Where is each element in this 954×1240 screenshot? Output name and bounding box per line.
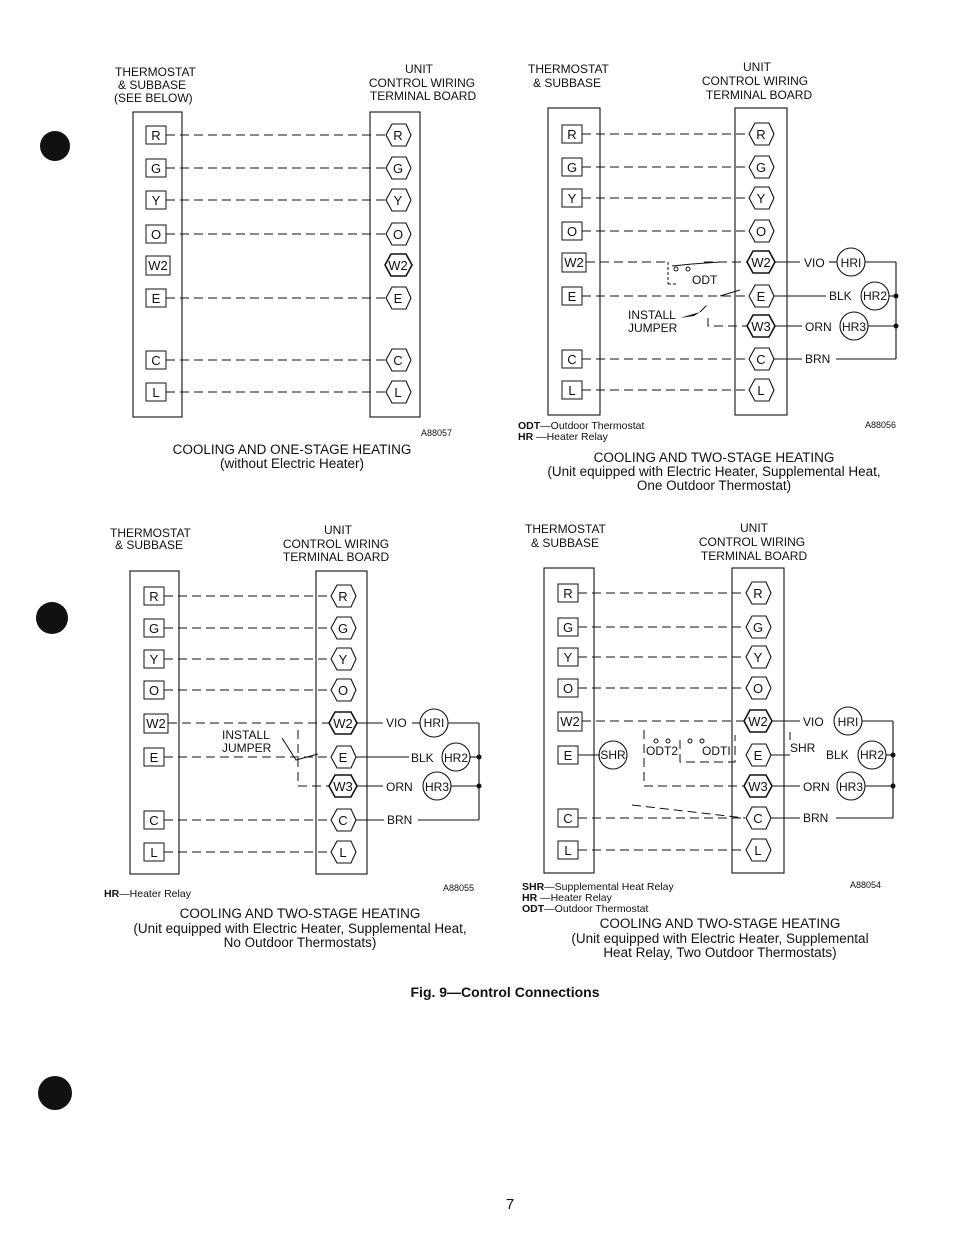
relay-hr1: HRI — [423, 716, 445, 730]
wire-vio-label: VIO — [803, 715, 824, 729]
unit-label-line1: UNIT — [743, 60, 771, 74]
diagram-caption-line2: (Unit equipped with Electric Heater, Supplemental Heat, — [547, 464, 881, 479]
unit-label-line1: UNIT — [405, 62, 433, 76]
wires — [578, 593, 745, 850]
unit-label-line3: TERMINAL BOARD — [369, 89, 477, 103]
legend — [518, 420, 645, 443]
wire-blk-label: BLK — [411, 751, 434, 765]
terminal-c: C — [151, 353, 161, 368]
diagram-caption-title: COOLING AND TWO-STAGE HEATING — [599, 916, 841, 931]
relay-hr1: HRI — [837, 715, 859, 729]
svg-text:Y: Y — [756, 191, 766, 206]
terminal-o: O — [150, 227, 162, 242]
svg-text:W2: W2 — [388, 258, 408, 273]
relay-hr3: HR3 — [838, 780, 864, 794]
svg-text:HR —Heater Relay: HR —Heater Relay — [518, 431, 608, 443]
svg-text:R: R — [563, 586, 573, 601]
svg-text:E: E — [563, 748, 573, 763]
heater-relays — [356, 709, 482, 827]
install-label: INSTALL — [628, 308, 676, 322]
svg-text:R: R — [149, 589, 159, 604]
svg-text:G: G — [392, 161, 404, 176]
svg-text:E: E — [567, 289, 577, 304]
svg-text:R: R — [567, 127, 577, 142]
terminal-y: Y — [151, 193, 161, 208]
unit-terminals — [744, 582, 772, 861]
svg-text:G: G — [148, 621, 160, 636]
svg-text:O: O — [566, 224, 578, 239]
svg-text:G: G — [752, 620, 764, 635]
relay-hr1: HRI — [840, 256, 862, 270]
wire-orn-label: ORN — [805, 320, 832, 334]
svg-text:Y: Y — [563, 650, 573, 665]
svg-text:R: R — [753, 586, 763, 601]
diagram-caption-title: COOLING AND ONE-STAGE HEATING — [172, 442, 412, 457]
wire-brn-label: BRN — [803, 811, 829, 825]
relay-hr2: HR2 — [862, 289, 888, 303]
svg-text:W3: W3 — [751, 319, 771, 334]
svg-text:G: G — [337, 621, 349, 636]
svg-text:L: L — [564, 843, 572, 858]
unit-label-line3: TERMINAL BOARD — [282, 550, 390, 564]
diagram-two-stage-two-odt — [522, 521, 896, 960]
thermostat-label-line3: (SEE BELOW) — [114, 91, 193, 105]
svg-text:O: O — [752, 681, 764, 696]
svg-text:W2: W2 — [748, 714, 768, 729]
svg-text:E: E — [393, 291, 403, 306]
unit-label-line3: TERMINAL BOARD — [700, 549, 808, 563]
svg-text:O: O — [148, 683, 160, 698]
unit-terminals — [329, 585, 357, 863]
svg-text:SHR—Supplemental Heat Relay: SHR—Supplemental Heat Relay — [522, 881, 674, 893]
unit-label-line3: TERMINAL BOARD — [705, 88, 813, 102]
svg-text:L: L — [339, 845, 347, 860]
unit-label-line2: CONTROL WIRING — [701, 74, 809, 88]
wire-blk-label: BLK — [829, 289, 852, 303]
hole-punch-middle — [36, 602, 68, 634]
svg-text:W2: W2 — [751, 255, 771, 270]
hole-punch-bottom — [38, 1076, 72, 1110]
svg-text:L: L — [394, 385, 402, 400]
svg-text:E: E — [753, 748, 763, 763]
svg-text:G: G — [755, 160, 767, 175]
svg-text:Y: Y — [567, 191, 577, 206]
shr-relay: SHR — [600, 748, 626, 762]
wire-vio-label: VIO — [386, 716, 407, 730]
unit-terminals — [747, 123, 775, 401]
svg-text:R: R — [756, 127, 766, 142]
figure-caption: Fig. 9—Control Connections — [410, 984, 600, 1000]
svg-text:O: O — [392, 227, 404, 242]
svg-text:L: L — [757, 383, 765, 398]
heater-relays — [774, 248, 899, 366]
wire-blk-label: BLK — [826, 748, 849, 762]
odt1-label: ODTI — [702, 744, 731, 758]
wire-brn-label: BRN — [387, 813, 413, 827]
heater-relays — [771, 707, 896, 825]
relay-hr3: HR3 — [841, 320, 867, 334]
wire-orn-label: ORN — [386, 780, 413, 794]
svg-text:W2: W2 — [146, 716, 166, 731]
svg-text:Y: Y — [393, 193, 403, 208]
wire-brn-label: BRN — [805, 352, 831, 366]
svg-text:W2: W2 — [333, 716, 353, 731]
diagram-caption-title: COOLING AND TWO-STAGE HEATING — [179, 906, 421, 921]
svg-text:O: O — [562, 681, 574, 696]
svg-text:O: O — [755, 224, 767, 239]
legend: HR—Heater Relay — [104, 888, 191, 900]
svg-text:O: O — [337, 683, 349, 698]
thermostat-label-line2: & SUBBASE — [118, 78, 187, 92]
svg-text:W3: W3 — [333, 779, 353, 794]
odt-label: ODT — [692, 273, 718, 287]
jumper-label: JUMPER — [628, 321, 678, 335]
svg-text:C: C — [567, 352, 577, 367]
diagram-two-stage-no-odt — [104, 523, 482, 950]
terminal-w2: W2 — [148, 258, 168, 273]
svg-text:C: C — [338, 813, 348, 828]
diagram-code: A88057 — [421, 428, 453, 438]
diagram-caption-title: COOLING AND TWO-STAGE HEATING — [593, 450, 835, 465]
svg-text:C: C — [563, 811, 573, 826]
svg-text:C: C — [756, 352, 766, 367]
install-label: INSTALL — [222, 728, 270, 742]
thermostat-label-line2: & SUBBASE — [531, 536, 600, 550]
terminal-g: G — [150, 161, 162, 176]
svg-text:R: R — [393, 128, 403, 143]
svg-text:C: C — [149, 813, 159, 828]
svg-text:R: R — [338, 589, 348, 604]
thermostat-terminals — [562, 125, 586, 399]
shr-contact-label: SHR — [790, 741, 816, 755]
svg-text:G: G — [562, 620, 574, 635]
terminal-l: L — [152, 385, 160, 400]
diagram-one-stage — [114, 62, 476, 471]
diagram-caption-subtitle: (without Electric Heater) — [219, 456, 365, 471]
svg-text:Y: Y — [338, 652, 348, 667]
unit-label-line1: UNIT — [740, 521, 768, 535]
svg-text:HR —Heater Relay: HR —Heater Relay — [522, 892, 612, 904]
relay-hr2: HR2 — [443, 751, 469, 765]
thermostat-label-line2: & SUBBASE — [115, 538, 184, 552]
svg-text:Y: Y — [753, 650, 763, 665]
diagram-code: A88055 — [443, 883, 475, 893]
wire-vio-label: VIO — [804, 256, 825, 270]
svg-text:ODT—Outdoor Thermostat: ODT—Outdoor Thermostat — [518, 420, 645, 432]
svg-text:ODT—Outdoor Thermostat: ODT—Outdoor Thermostat — [522, 903, 649, 915]
relay-hr2: HR2 — [859, 748, 885, 762]
svg-text:G: G — [566, 160, 578, 175]
thermostat-label-line1: THERMOSTAT — [528, 62, 609, 76]
terminal-r: R — [151, 128, 161, 143]
svg-text:W2: W2 — [564, 255, 584, 270]
unit-label-line2: CONTROL WIRING — [698, 535, 806, 549]
svg-text:E: E — [756, 289, 766, 304]
wire-orn-label: ORN — [803, 780, 830, 794]
svg-text:E: E — [149, 750, 159, 765]
unit-label-line2: CONTROL WIRING — [368, 76, 476, 90]
svg-text:L: L — [568, 383, 576, 398]
thermostat-label-line1: THERMOSTAT — [525, 522, 606, 536]
unit-label-line1: UNIT — [324, 523, 352, 537]
svg-text:C: C — [753, 811, 763, 826]
diagram-code: A88056 — [865, 420, 897, 430]
page-number: 7 — [505, 1196, 515, 1213]
svg-text:E: E — [338, 750, 348, 765]
svg-text:C: C — [393, 353, 403, 368]
svg-text:L: L — [150, 845, 158, 860]
hole-punch-top — [40, 131, 70, 161]
relay-hr3: HR3 — [424, 780, 450, 794]
odt2-label: ODT2 — [646, 744, 679, 758]
svg-text:W3: W3 — [748, 779, 768, 794]
thermostat-label-line1: THERMOSTAT — [110, 526, 191, 540]
svg-text:W2: W2 — [560, 714, 580, 729]
thermostat-label-line2: & SUBBASE — [533, 76, 602, 90]
legend — [522, 881, 674, 915]
jumper-label: JUMPER — [222, 741, 272, 755]
diagram-caption-line3: Heat Relay, Two Outdoor Thermostats) — [603, 945, 837, 960]
diagram-two-stage-one-odt — [518, 60, 899, 493]
diagram-code: A88054 — [850, 880, 882, 890]
wires — [164, 596, 330, 852]
thermostat-label-line1: THERMOSTAT — [115, 65, 196, 79]
diagram-caption-line3: One Outdoor Thermostat) — [636, 478, 792, 493]
diagram-caption-line2: (Unit equipped with Electric Heater, Supplemental Heat, — [133, 921, 467, 936]
svg-text:Y: Y — [149, 652, 159, 667]
wires — [166, 135, 385, 392]
svg-text:L: L — [754, 843, 762, 858]
wires — [582, 134, 748, 390]
terminal-e: E — [151, 291, 161, 306]
diagram-caption-line3: No Outdoor Thermostats) — [223, 935, 377, 950]
diagram-caption-line2: (Unit equipped with Electric Heater, Supplemental — [571, 931, 869, 946]
unit-label-line2: CONTROL WIRING — [282, 537, 390, 551]
unit-terminals — [385, 124, 412, 403]
